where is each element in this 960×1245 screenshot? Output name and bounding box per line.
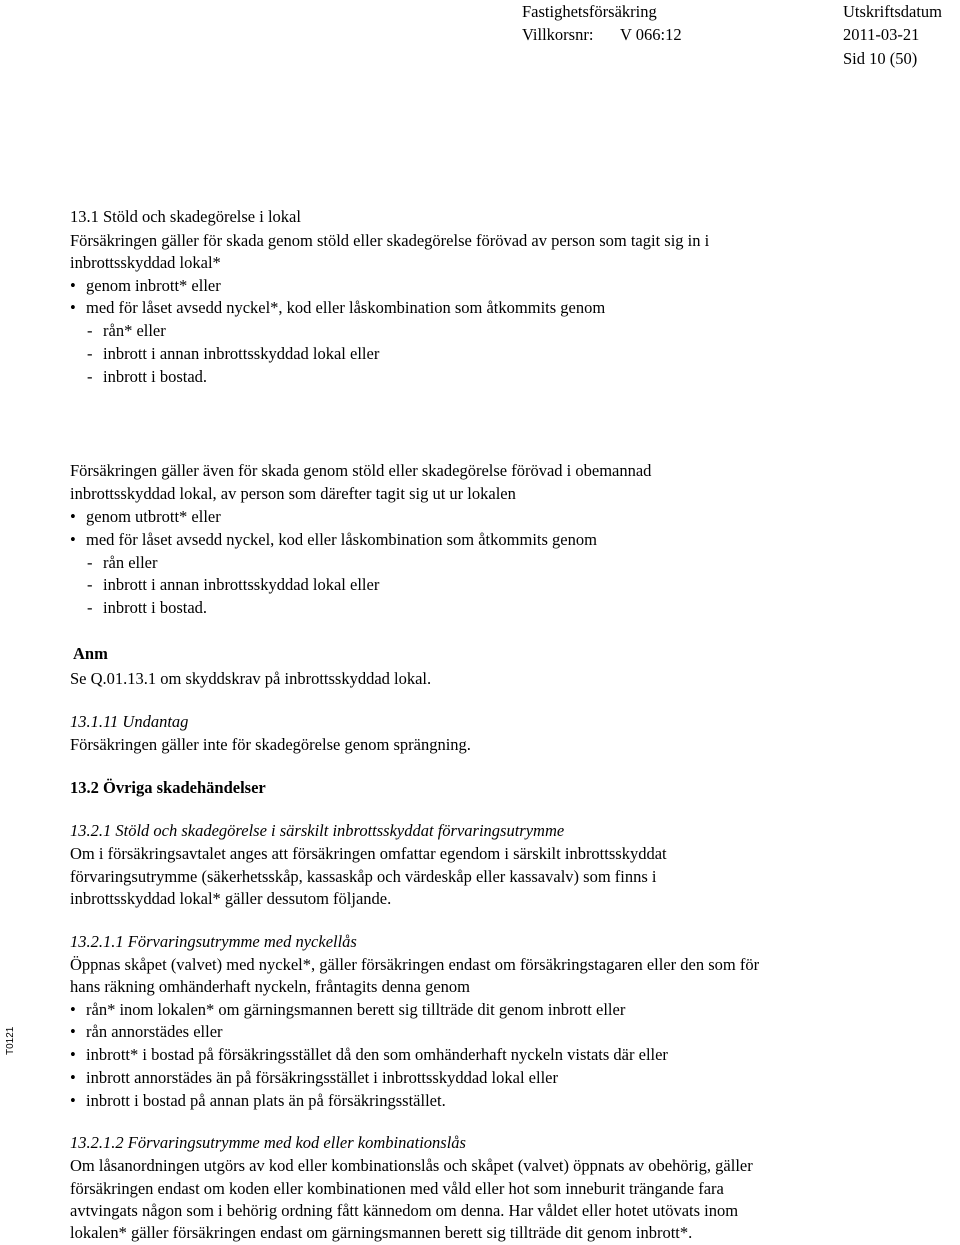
dash-item: - rån* eller — [87, 320, 93, 343]
dash-item-text: inbrott i bostad. — [103, 598, 208, 617]
paragraph-line: Försäkringen gäller inte för skadegörelse genom sprängning. — [70, 735, 471, 754]
section-13-1-11-heading: 13.1.11 Undantag — [70, 712, 189, 731]
dash-item-text: inbrott i annan inbrottsskyddad lokal eller — [103, 575, 380, 594]
bullet-item-text: genom utbrott* eller — [86, 507, 221, 526]
paragraph-line: Försäkringen gäller för skada genom stöld eller skadegörelse förövad av person som tagit sig in i — [70, 231, 710, 250]
header-product: Fastighetsförsäkring — [522, 2, 657, 21]
note-text: Se Q.01.13.1 om skyddskrav på inbrottsskyddad lokal. — [70, 669, 432, 688]
header-date: 2011-03-21 — [843, 25, 920, 44]
paragraph-line: inbrottsskyddad lokal* gäller dessutom följande. — [70, 889, 392, 908]
paragraph-line: hans räkning omhänderhaft nyckeln, fråntagits denna genom — [70, 977, 470, 996]
paragraph-line: förvaringsutrymme (säkerhetsskåp, kassaskåp och värdeskåp eller kassavalv) som finns i — [70, 867, 657, 886]
section-13-2-1-heading: 13.2.1 Stöld och skadegörelse i särskilt inbrottsskyddat förvaringsutrymme — [70, 821, 565, 840]
paragraph-line: avtvingats någon som i behörig ordning fått kännedom om denna. Har våldet eller hotet utövats inom — [70, 1201, 739, 1220]
paragraph-line: inbrottsskyddad lokal* — [70, 253, 221, 272]
paragraph-line: Öppnas skåpet (valvet) med nyckel*, gäller försäkringen endast om försäkringstagaren eller den som för — [70, 955, 760, 974]
bullet-item-text: rån annorstädes eller — [86, 1022, 223, 1041]
section-13-2-1-2-heading: 13.2.1.2 Förvaringsutrymme med kod eller kombinationslås — [70, 1133, 466, 1152]
paragraph-line: Om låsanordningen utgörs av kod eller kombinationslås och skåpet (valvet) öppnats av obehörig, gäller — [70, 1156, 753, 1175]
section-13-2-heading: 13.2 Övriga skadehändelser — [70, 778, 266, 797]
section-13-2-1-1-heading: 13.2.1.1 Förvaringsutrymme med nyckellås — [70, 932, 357, 951]
dash-item-text: rån* eller — [103, 321, 166, 340]
bullet-item-text: inbrott annorstädes än på försäkringsstället i inbrottsskyddad lokal eller — [86, 1068, 558, 1087]
dash-item: - inbrott i bostad. — [87, 366, 93, 389]
paragraph-line: lokalen* gäller försäkringen endast om gärningsmannen berett sig tillträde dit genom inbrott*. — [70, 1223, 693, 1242]
bullet-item-text: genom inbrott* eller — [86, 276, 221, 295]
dash-item-text: inbrott i bostad. — [103, 367, 208, 386]
bullet-item-text: rån* inom lokalen* om gärningsmannen berett sig tillträde dit genom inbrott eller — [86, 1000, 626, 1019]
header-terms-label: Villkorsnr: — [522, 25, 594, 44]
bullet-item-text: inbrott* i bostad på försäkringsstället då den som omhänderhaft nyckeln vistats där eller — [86, 1045, 668, 1064]
dash-item: - inbrott i bostad. — [87, 597, 93, 620]
header-terms-number: V 066:12 — [620, 25, 682, 44]
paragraph-line: försäkringen endast om koden eller kombinationen med våld eller hot som inneburit trängande fara — [70, 1179, 724, 1198]
side-document-code: T0121 — [5, 1026, 16, 1055]
bullet-item-text: med för låset avsedd nyckel, kod eller låskombination som åtkommits genom — [86, 530, 597, 549]
dash-item: - rån eller — [87, 552, 93, 575]
bullet-item-text: med för låset avsedd nyckel*, kod eller låskombination som åtkommits genom — [86, 298, 606, 317]
header-date-label: Utskriftsdatum — [843, 2, 942, 21]
bullet-item-text: inbrott i bostad på annan plats än på försäkringsstället. — [86, 1091, 446, 1110]
section-13-1-heading: 13.1 Stöld och skadegörelse i lokal — [70, 207, 301, 226]
dash-item-text: inbrott i annan inbrottsskyddad lokal eller — [103, 344, 380, 363]
dash-item: - inbrott i annan inbrottsskyddad lokal eller — [87, 574, 93, 597]
note-label: Anm — [73, 644, 108, 663]
paragraph-line: Om i försäkringsavtalet anges att försäkringen omfattar egendom i särskilt inbrottsskyddat — [70, 844, 667, 863]
paragraph-line: inbrottsskyddad lokal, av person som därefter tagit sig ut ur lokalen — [70, 484, 516, 503]
dash-item-text: rån eller — [103, 553, 158, 572]
paragraph-line: Försäkringen gäller även för skada genom stöld eller skadegörelse förövad i obemannad — [70, 461, 652, 480]
dash-item: - inbrott i annan inbrottsskyddad lokal eller — [87, 343, 93, 366]
header-page-number: Sid 10 (50) — [843, 49, 918, 68]
